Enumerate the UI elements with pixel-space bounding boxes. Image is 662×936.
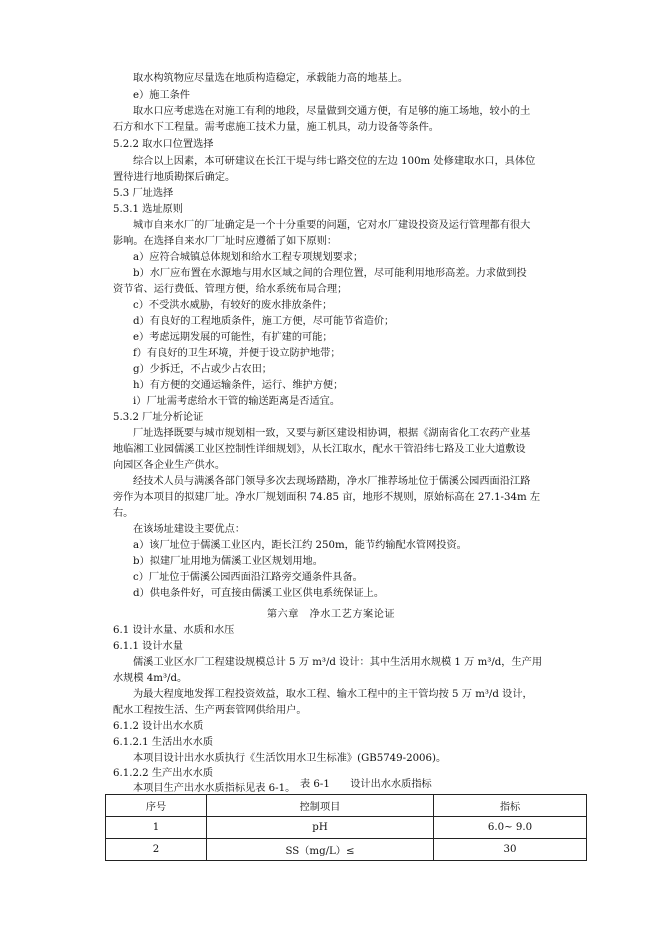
text-line: 置待进行地质勘探后确定。 [113,172,236,183]
text-line: 经技术人员与满溪各部门领导多次去现场踏勘，净水厂推荐场址位于儒溪公园西面沿江路 [133,476,531,487]
text-line: 取水构筑物应尽量选在地质构造稳定，承载能力高的地基上。 [133,73,409,84]
section-heading: 5.3.1 选址原则 [113,204,183,215]
list-item: c）不受洪水威胁，有较好的废水排放条件； [133,300,333,311]
text-line: 本项目生产出水水质指标见表 6-1。 [133,783,296,794]
list-item: b）水厂应布置在水源地与用水区域之间的合理位置，尽可能利用地形高差。力求做到投 [133,268,527,279]
section-heading: 6.1.1 设计水量 [113,641,183,652]
list-item: f）有良好的卫生环境，并便于设立防护地带； [133,348,341,359]
text-line: 城市自来水厂的厂址确定是一个十分重要的问题，它对水厂建设投资及运行管理都有很大 [133,220,531,231]
table-cell: 6.0~ 9.0 [434,817,587,839]
section-heading: 6.1.2.2 生产出水水质 [113,768,214,779]
list-item: h）有方便的交通运输条件，运行、维护方便； [133,380,344,391]
text-line: 配水工程按生活、生产两套管网供给用户。 [113,705,307,716]
text-line: 资节省、运行费低、管理方便，给水系统布局合理； [113,284,348,295]
list-item: c）厂址位于儒溪公园西面沿江路旁交通条件具备。 [133,572,363,583]
list-item: d）有良好的工程地质条件，施工方便，尽可能节省造价； [133,316,395,327]
table-cell: SS（mg/L）≤ [207,839,434,861]
table-header-row [106,795,587,817]
list-item: d）供电条件好，可直接由儒溪工业区供电系统保证上。 [133,588,385,599]
section-heading: 6.1 设计水量、水质和水压 [113,625,235,636]
text-line: 影响。在选择自来水厂厂址时应遵循了如下原则： [113,236,338,247]
table-row [106,817,587,839]
text-line: 水规模 4m³/d。 [113,673,188,684]
chapter-title: 第六章 净水工艺方案论证 [266,609,396,620]
water-quality-table [105,794,587,861]
section-heading: 6.1.2 设计出水水质 [113,721,204,732]
text-line: 石方和水下工程量。需考虑施工技术力量，施工机具，动力设备等条件。 [113,122,439,133]
section-heading: 5.3.2 厂址分析论证 [113,412,204,423]
text-line: 为最大程度地发挥工程投资效益，取水工程、输水工程中的主干管均按 5 万 m³/d 设计， [133,689,533,700]
list-item: e）考虑远期发展的可能性，有扩建的可能； [133,332,333,343]
table-cell: 30 [434,839,587,861]
section-heading: 6.1.2.1 生活出水水质 [113,737,214,748]
list-item: a）该厂址位于儒溪工业区内，距长江约 250m，能节约输配水管网投资。 [133,540,467,551]
list-item: a）应符合城镇总体规划和给水工程专项规划要求； [133,252,364,263]
list-item: g）少拆迁，不占或少占农田； [133,364,272,375]
text-line: 右。 [113,508,134,519]
table-cell: 1 [106,817,207,839]
header-cell: 指标 [434,795,587,817]
text-line: 地临湘工业园儒溪工业区控制性详细规划》，从长江取水，配水干管沿纬七路及工业大道敷设 [113,444,526,455]
header-cell: 控制项目 [207,795,434,817]
text-line: 旁作为本项目的拟建厂址。净水厂规划面积 74.85 亩，地形不规则，原始标高在 27.1-34m 左 [113,492,541,503]
text-line: 取水口应考虑选在对施工有利的地段，尽量做到交通方便，有足够的施工场地，较小的土 [133,106,531,117]
text-line: 儒溪工业区水厂工程建设规模总计 5 万 m³/d 设计：其中生活用水规模 1 万 m³/d，生产用 [133,657,543,668]
item-heading: e）施工条件 [133,90,190,101]
text-line: 在该场址建设主要优点： [133,524,246,535]
header-cell: 序号 [106,795,207,817]
table-cell: pH [207,817,434,839]
table-cell: 2 [106,839,207,861]
text-line: 本项目设计出水水质执行《生活饮用水卫生标准》(GB5749-2006)。 [133,753,447,764]
list-item: b）拟建厂址用地为儒溪工业区规划用地。 [133,556,323,567]
text-line: 综合以上因素，本可研建议在长江干堤与纬七路交位的左边 100m 处修建取水口，具体位 [133,156,536,167]
section-heading: 5.2.2 取水口位置选择 [113,139,214,150]
table-caption: 表 6-1 设计出水水质指标 [300,779,432,790]
table-row [106,839,587,861]
section-heading: 5.3 厂址选择 [113,188,174,199]
text-line: 厂址选择既要与城市规划相一致，又要与新区建设相协调，根据《湖南省化工农药产业基 [133,428,531,439]
list-item: i）厂址需考虑给水干管的输送距离是否适宜。 [133,396,341,407]
text-line: 向园区各企业生产供水。 [113,460,226,471]
